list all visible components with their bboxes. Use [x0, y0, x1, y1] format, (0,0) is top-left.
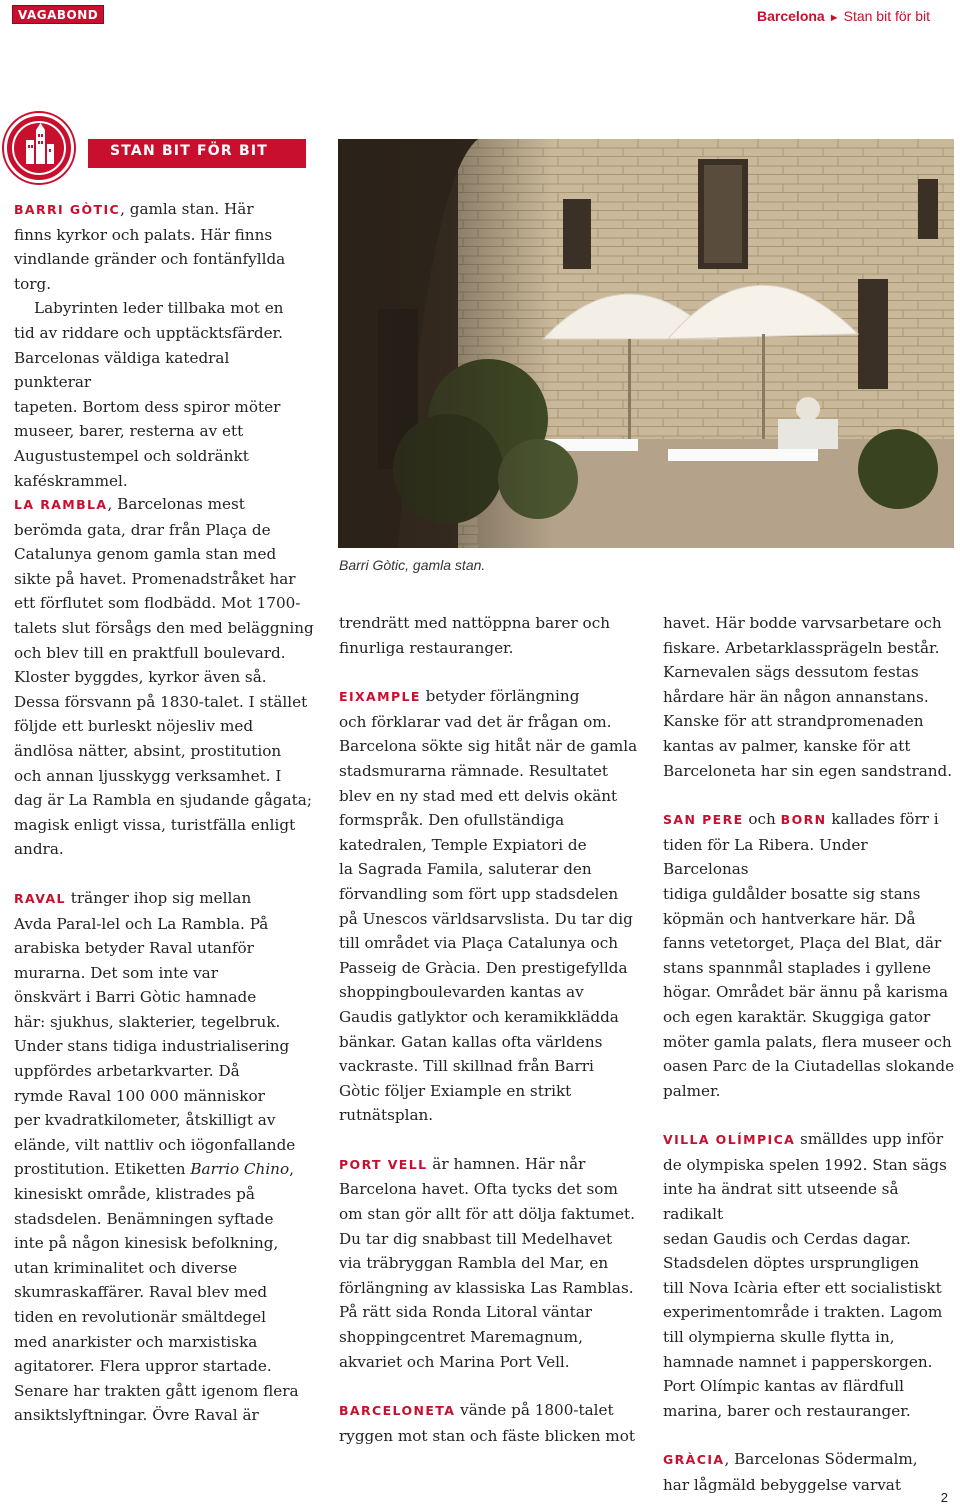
text-line: förlängning av klassiska Las Ramblas. [339, 1278, 634, 1297]
city-skyline-icon [4, 113, 74, 183]
text-line: vände på 1800-talet [455, 1401, 614, 1420]
text-line: om stan gör allt för att dölja faktumet. [339, 1205, 635, 1224]
keyword-villa-olimpica: VILLA OLÍMPICA [663, 1132, 796, 1148]
text-line: Port Olímpic kantas av flärdfull [663, 1377, 904, 1396]
text-line: ett förflutet som flodbädd. Mot 1700- [14, 594, 301, 613]
breadcrumb-page: Stan bit för bit [843, 8, 930, 24]
text-line: Passeig de Gràcia. Den prestigefyllda [339, 958, 628, 977]
column-barri-gotic [14, 197, 294, 493]
text-line: Barcelona sökte sig hitåt när de gamla [339, 737, 638, 756]
text-line: inte på någon kinesisk befolkning, [14, 1234, 279, 1253]
text-line: högar. Området bär ännu på karisma [663, 983, 949, 1002]
text-line: shoppingboulevarden kantas av [339, 983, 584, 1002]
text-line: la Sagrada Famila, saluterar den [339, 860, 592, 879]
text-line: hårdare här än någon annanstans. [663, 687, 929, 706]
text-line: fanns vetetorget, Plaça del Blat, där [663, 934, 942, 953]
text-line: Gòtic följer Exiample en strikt [339, 1081, 572, 1100]
text-line: tid av riddare och upptäcktsfärder. [14, 323, 283, 342]
text-line: Barcelona havet. Ofta tycks det som [339, 1180, 618, 1199]
text-line: havet. Här bodde varvsarbetare och [663, 614, 942, 632]
keyword-san-pere: SAN PERE [663, 812, 744, 828]
text-line: Catalunya genom gamla stan med [14, 545, 277, 564]
text-line: önskvärt i Barri Gòtic hamnade [14, 988, 257, 1007]
text-line: tiden en revolutionär smältdegel [14, 1308, 267, 1326]
text-line: kinesiskt område, klistrades på [14, 1185, 255, 1204]
text-line: till Nova Icària efter ett socialistiskt [663, 1278, 942, 1297]
text-line: magisk enligt vissa, turistfälla enligt [14, 815, 296, 834]
text-line: Barceloneta har sin egen sandstrand. [663, 761, 953, 780]
text-line: prostitution. Etiketten [14, 1160, 191, 1179]
text-line: bänkar. Gatan kallas ofta världens [339, 1032, 603, 1051]
keyword-barceloneta: BARCELONETA [339, 1403, 456, 1419]
text-line: Augustustempel och soldränkt [14, 446, 249, 465]
column-eixample-port-vell [339, 611, 639, 1448]
text-line: hamnade namnet i papperskorgen. [663, 1352, 933, 1371]
text-line: blev en ny stad med ett delvis okänt [339, 786, 618, 805]
text-line: Dessa försvann på 1830-talet. I stället [14, 692, 308, 711]
text-line: smälldes upp inför [795, 1130, 944, 1149]
text-line: , gamla stan. Här [120, 200, 254, 218]
text-line: köpmän och hantverkare här. Då [663, 909, 916, 928]
text-line: , Barcelonas Södermalm, [724, 1450, 918, 1469]
text-line: dag är La Rambla en sjudande gågata; [14, 791, 312, 810]
photo-caption: Barri Gòtic, gamla stan. [339, 557, 486, 573]
text-line: sikte på havet. Promenadstråket har [14, 569, 296, 588]
text-line: och egen karaktär. Skuggiga gator [663, 1007, 931, 1026]
text-line: till olympierna skulle flytta in, [663, 1328, 895, 1347]
keyword-gracia: GRÀCIA [663, 1452, 725, 1468]
text-line: vackraste. Till skillnad från Barri [339, 1057, 594, 1076]
text-line: rymde Raval 100 000 människor [14, 1086, 265, 1105]
text-line: talets slut försågs den med beläggning [14, 618, 314, 637]
text-line: agitatorer. Flera uppror startade. [14, 1357, 272, 1376]
text-line: ansiktslyftningar. Övre Raval är [14, 1406, 259, 1425]
column-san-pere-olimpica [663, 611, 955, 1498]
keyword-port-vell: PORT VELL [339, 1156, 428, 1172]
text-line: Kanske för att strandpromenaden [663, 712, 924, 731]
text-line: stadsmurarna rämnade. Resultatet [339, 761, 609, 780]
vagabond-logo: VAGABOND [12, 5, 104, 24]
text-line: på Unescos världsarvslista. Du tar dig [339, 909, 633, 928]
text-line: berömda gata, drar från Plaça de [14, 520, 271, 539]
text-line: , Barcelonas mest [107, 495, 245, 513]
text-line: Avda Paral-lel och La Rambla. På [14, 914, 269, 933]
text-line: palmer. [663, 1081, 721, 1100]
text-line: kallades förr i [826, 810, 939, 829]
breadcrumb-section[interactable]: Barcelona [757, 8, 825, 24]
text-line: På rätt sida Ronda Litoral väntar [339, 1303, 593, 1322]
text-line: andra. [14, 840, 64, 859]
page-number: 2 [940, 1490, 948, 1505]
text-line: tiden för La Ribera. Under Barcelonas [663, 835, 868, 879]
text-line: shoppingcentret Maremagnum, [339, 1328, 583, 1347]
keyword-la-rambla: LA RAMBLA [14, 497, 108, 512]
text-line: formspråk. Den ofullständiga [339, 811, 565, 830]
text-line: de olympiska spelen 1992. Stan sägs [663, 1155, 947, 1174]
breadcrumb [757, 8, 930, 24]
text-line: arabiska betyder Raval utanför [14, 939, 254, 958]
text-line: möter gamla palats, flera museer och [663, 1032, 952, 1051]
text-line: tapeten. Bortom dess spiror möter [14, 397, 281, 416]
text-line: via träbryggan Rambla del Mar, en [339, 1254, 609, 1273]
text-line: rutnätsplan. [339, 1106, 434, 1125]
text-line: katedralen, Temple Expiatori de [339, 835, 587, 854]
column-la-rambla-raval [14, 492, 314, 1428]
barrio-chino-term: Barrio Chino [190, 1160, 290, 1179]
text-line: uppfördes arbetarkvarter. Då [14, 1062, 240, 1081]
text-line: tidiga guldålder bosatte sig stans [663, 884, 921, 903]
text-line: inte ha ändrat sitt utseende så radikalt [663, 1180, 899, 1224]
text-line: kaféskrammel. [14, 471, 128, 490]
text-line: finns kyrkor och palats. Här finns [14, 225, 273, 244]
text-line: är hamnen. Här når [427, 1154, 586, 1173]
text-line: kantas av palmer, kanske för att [663, 736, 911, 755]
text-line: Gaudis gatlyktor och keramikklädda [339, 1007, 619, 1026]
text-line: med anarkister och marxistiska [14, 1332, 258, 1351]
text-line: stadsdelen. Benämningen syftade [14, 1209, 274, 1228]
text-line: här: sjukhus, slakterier, tegelbruk. [14, 1012, 281, 1031]
keyword-raval: RAVAL [14, 890, 66, 906]
text-line: sedan Gaudis och Cerdas dagar. [663, 1229, 911, 1248]
keyword-born: BORN [780, 812, 827, 828]
text-line: och annan ljusskygg verksamhet. I [14, 766, 282, 785]
keyword-barri-gotic: BARRI GÒTIC [14, 202, 121, 217]
text-line: Kloster byggdes, kyrkor även så. [14, 668, 267, 687]
text-line: vindlande gränder och fontänfyllda [14, 250, 286, 269]
text-line: ändlösa nätter, absint, prostitution [14, 741, 282, 760]
text-line: marina, barer och restauranger. [663, 1401, 911, 1420]
text-line: museer, barer, resterna av ett [14, 422, 244, 441]
text-line: Labyrinten leder tillbaka mot en [34, 299, 284, 318]
text-line: oasen Parc de la Ciutadellas slokande [663, 1057, 955, 1076]
text-line: betyder förlängning [420, 687, 580, 706]
text-line: elände, vilt nattliv och iögonfallande [14, 1135, 296, 1154]
text-line: akvariet och Marina Port Vell. [339, 1352, 570, 1371]
text-line: murarna. Det som inte var [14, 963, 218, 982]
section-title: STAN BIT FÖR BIT [109, 143, 268, 159]
text-line: Senare har trakten gått igenom flera [14, 1381, 299, 1400]
keyword-eixample: EIXAMPLE [339, 689, 421, 705]
text-line: Barcelonas väldiga katedral punkterar [14, 348, 230, 392]
text-line: Stadsdelen döptes ursprungligen [663, 1254, 919, 1273]
section-title-bar [88, 139, 306, 168]
text-line: Karnevalen sägs dessutom festas [663, 663, 919, 682]
text-line: tränger ihop sig mellan [65, 888, 252, 907]
text-line: ryggen mot stan och fäste blicken mot [339, 1426, 635, 1445]
text-line: experimentområde i trakten. Lagom [663, 1303, 943, 1322]
text-line: Under stans tidiga industrialisering [14, 1037, 290, 1056]
text-line: fiskare. Arbetarklassprägeln består. [663, 638, 940, 657]
text-line: finurliga restauranger. [339, 638, 514, 657]
text-line: till området via Plaça Catalunya och [339, 934, 618, 953]
text-line: utan kriminalitet och diverse [14, 1258, 238, 1277]
text-line: Du tar dig snabbast till Medelhavet [339, 1229, 613, 1248]
text-line: och [743, 810, 781, 829]
text-line: följde ett burleskt nöjesliv med [14, 717, 254, 736]
text-line: trendrätt med nattöppna barer och [339, 614, 610, 632]
text-line: , [289, 1160, 294, 1179]
text-line: förvandling som fört upp stadsdelen [339, 884, 619, 903]
text-line: har lågmäld bebyggelse varvat [663, 1476, 901, 1494]
courtyard-photo [338, 139, 954, 548]
text-line: skumraskaffärer. Raval blev med [14, 1283, 268, 1302]
text-line: och förklarar vad det är frågan om. [339, 712, 612, 731]
text-line: torg. [14, 274, 52, 293]
text-line: och blev till en praktfull boulevard. [14, 643, 286, 662]
breadcrumb-arrow-icon: ► [828, 12, 840, 24]
text-line: stans spannmål staplades i gyllene [663, 958, 932, 977]
text-line: per kvadratkilometer, åtskilligt av [14, 1111, 276, 1130]
